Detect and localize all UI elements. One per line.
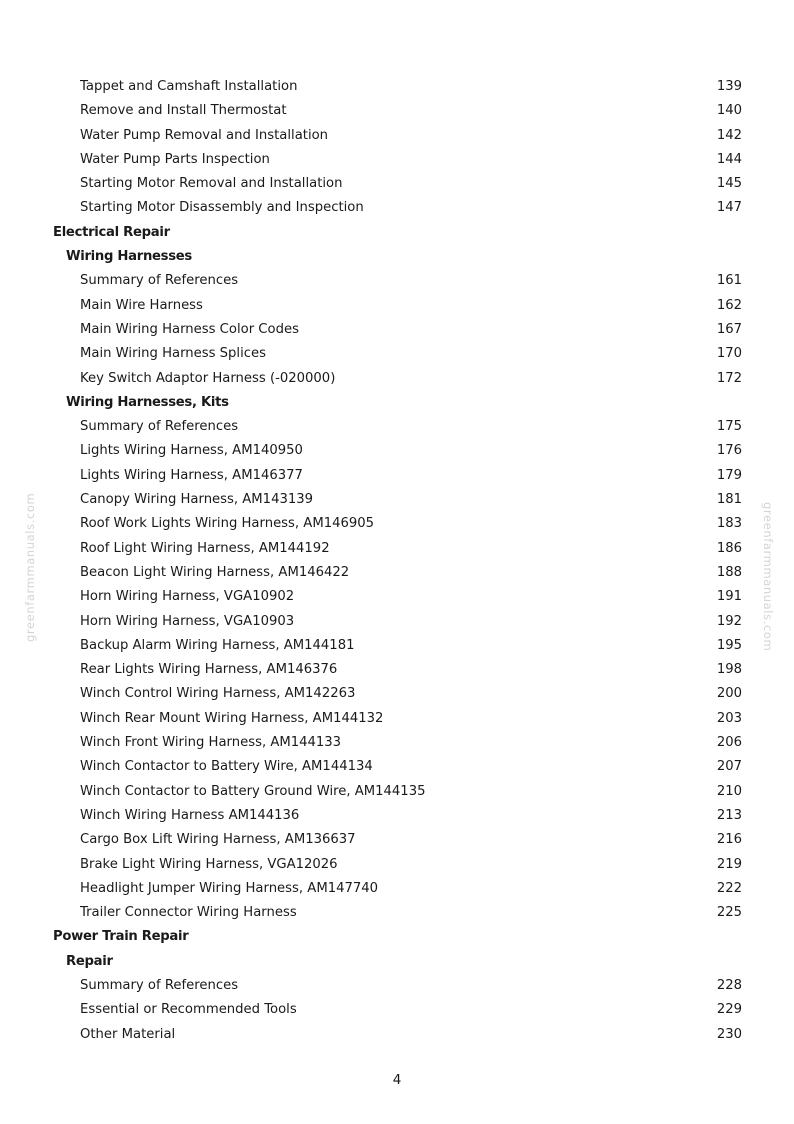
toc-entry-page: 228 <box>716 977 742 993</box>
toc-entry-page: 176 <box>716 443 742 459</box>
toc-entry[interactable] <box>0 75 794 99</box>
toc-entry-title: Winch Contactor to Battery Ground Wire, AM144135 <box>80 783 426 799</box>
toc-entry-title: Roof Work Lights Wiring Harness, AM146905 <box>80 516 375 532</box>
toc-entry[interactable] <box>0 634 794 658</box>
toc-entry[interactable] <box>0 124 794 148</box>
toc-entry-title: Remove and Install Thermostat <box>80 103 287 119</box>
toc-entry-page: 219 <box>716 856 742 872</box>
toc-entry-title: Starting Motor Removal and Installation <box>80 176 343 192</box>
toc-section-heading <box>0 221 794 245</box>
toc-entry-page: 140 <box>716 103 742 119</box>
toc-entry[interactable] <box>0 342 794 366</box>
toc-entry-title: Rear Lights Wiring Harness, AM146376 <box>80 662 338 678</box>
toc-entry[interactable] <box>0 439 794 463</box>
toc-entry[interactable] <box>0 780 794 804</box>
toc-entry-title: Brake Light Wiring Harness, VGA12026 <box>80 856 338 872</box>
toc-section-heading <box>0 925 794 949</box>
page-number: 4 <box>392 1072 402 1088</box>
toc-entry[interactable] <box>0 974 794 998</box>
toc-entry-page: 162 <box>716 297 742 313</box>
toc-entry-page: 188 <box>716 564 742 580</box>
toc-entry-title: Winch Front Wiring Harness, AM144133 <box>80 735 342 751</box>
toc-entry[interactable] <box>0 464 794 488</box>
toc-entry[interactable] <box>0 318 794 342</box>
toc-entry-page: 139 <box>716 79 742 94</box>
toc-entry-page: 181 <box>716 492 742 508</box>
toc-entry-title: Main Wiring Harness Color Codes <box>80 321 299 337</box>
toc-entry[interactable] <box>0 755 794 779</box>
toc-entry[interactable] <box>0 488 794 512</box>
toc-entry-page: 225 <box>716 905 742 921</box>
toc-entry[interactable] <box>0 707 794 731</box>
toc-entry-title: Winch Contactor to Battery Wire, AM144134 <box>80 759 373 775</box>
toc-entry-page: 213 <box>716 807 742 823</box>
toc-subsection-heading <box>0 245 794 269</box>
toc-entry-title: Horn Wiring Harness, VGA10902 <box>80 589 295 605</box>
toc-entry[interactable] <box>0 537 794 561</box>
toc-entry-page: 145 <box>716 176 742 192</box>
toc-entry-page: 195 <box>716 637 742 653</box>
toc-entry[interactable] <box>0 828 794 852</box>
toc-entry-page: 230 <box>716 1026 742 1042</box>
toc-entry-page: 147 <box>716 200 742 216</box>
toc-entry[interactable] <box>0 877 794 901</box>
toc-entry[interactable] <box>0 1023 794 1047</box>
toc-entry-title: Electrical Repair <box>53 224 170 240</box>
toc-entry-page: 167 <box>716 321 742 337</box>
toc-entry-title: Starting Motor Disassembly and Inspection <box>80 200 364 216</box>
toc-entry-title: Wiring Harnesses, Kits <box>66 394 229 410</box>
toc-entry-title: Backup Alarm Wiring Harness, AM144181 <box>80 637 355 653</box>
toc-entry-title: Water Pump Removal and Installation <box>80 127 329 143</box>
toc-subsection-heading <box>0 950 794 974</box>
toc-entry-title: Tappet and Camshaft Installation <box>80 79 298 94</box>
toc-entry-page: 170 <box>716 346 742 362</box>
toc-entry-page: 229 <box>716 1002 742 1018</box>
toc-entry-page: 144 <box>716 151 742 167</box>
toc-entry-page: 192 <box>716 613 742 629</box>
toc-entry-title: Canopy Wiring Harness, AM143139 <box>80 492 314 508</box>
toc-entry-page: 198 <box>716 662 742 678</box>
toc-entry-title: Cargo Box Lift Wiring Harness, AM136637 <box>80 832 356 848</box>
toc-entry[interactable] <box>0 853 794 877</box>
toc-entry-title: Winch Control Wiring Harness, AM142263 <box>80 686 356 702</box>
toc-entry-page: 203 <box>716 710 742 726</box>
toc-entry-page: 216 <box>716 832 742 848</box>
toc-entry-title: Main Wiring Harness Splices <box>80 346 266 362</box>
toc-entry-title: Wiring Harnesses <box>66 249 192 265</box>
toc-entry-title: Main Wire Harness <box>80 297 203 313</box>
toc-entry-page: 186 <box>716 540 742 556</box>
toc-entry[interactable] <box>0 196 794 220</box>
toc-entry[interactable] <box>0 367 794 391</box>
toc-entry-page: 142 <box>716 127 742 143</box>
toc-entry[interactable] <box>0 682 794 706</box>
toc-entry-page: 179 <box>716 467 742 483</box>
toc-entry-title: Summary of References <box>80 273 239 289</box>
toc-entry[interactable] <box>0 585 794 609</box>
toc-entry-page: 172 <box>716 370 742 386</box>
toc-subsection-heading <box>0 391 794 415</box>
toc-entry-page: 191 <box>716 589 742 605</box>
toc-entry[interactable] <box>0 512 794 536</box>
toc-entry-title: Trailer Connector Wiring Harness <box>80 905 297 921</box>
toc-entry-title: Repair <box>66 953 113 969</box>
toc-entry-title: Other Material <box>80 1026 176 1042</box>
toc-entry-title: Lights Wiring Harness, AM140950 <box>80 443 303 459</box>
toc-entry[interactable] <box>0 294 794 318</box>
toc-entry-page: 200 <box>716 686 742 702</box>
table-of-contents <box>0 75 794 1047</box>
toc-entry-title: Key Switch Adaptor Harness (-020000) <box>80 370 336 386</box>
toc-entry-title: Winch Wiring Harness AM144136 <box>80 807 300 823</box>
toc-entry-title: Headlight Jumper Wiring Harness, AM147740 <box>80 880 379 896</box>
toc-entry-title: Lights Wiring Harness, AM146377 <box>80 467 303 483</box>
toc-entry[interactable] <box>0 610 794 634</box>
toc-entry-title: Summary of References <box>80 977 239 993</box>
toc-entry-title: Roof Light Wiring Harness, AM144192 <box>80 540 330 556</box>
toc-entry[interactable] <box>0 901 794 925</box>
toc-entry-page: 175 <box>716 419 742 435</box>
toc-entry-title: Horn Wiring Harness, VGA10903 <box>80 613 295 629</box>
toc-entry[interactable] <box>0 731 794 755</box>
toc-entry-page: 207 <box>716 759 742 775</box>
toc-entry-page: 161 <box>716 273 742 289</box>
watermark-left: greenfarmmanuals.com <box>23 492 37 642</box>
toc-entry-page: 210 <box>716 783 742 799</box>
toc-entry[interactable] <box>0 148 794 172</box>
toc-entry-title: Summary of References <box>80 419 239 435</box>
toc-entry[interactable] <box>0 804 794 828</box>
toc-entry[interactable] <box>0 658 794 682</box>
toc-entry[interactable] <box>0 269 794 293</box>
toc-entry[interactable] <box>0 415 794 439</box>
toc-entry[interactable] <box>0 561 794 585</box>
watermark-right: greenfarmmanuals.com <box>761 502 775 652</box>
toc-entry[interactable] <box>0 172 794 196</box>
toc-entry-page: 206 <box>716 735 742 751</box>
toc-entry-title: Water Pump Parts Inspection <box>80 151 270 167</box>
toc-entry-title: Essential or Recommended Tools <box>80 1002 297 1018</box>
toc-entry-page: 222 <box>716 880 742 896</box>
toc-entry[interactable] <box>0 998 794 1022</box>
toc-entry-title: Power Train Repair <box>53 929 189 945</box>
toc-entry-title: Beacon Light Wiring Harness, AM146422 <box>80 564 350 580</box>
toc-entry-title: Winch Rear Mount Wiring Harness, AM144132 <box>80 710 384 726</box>
toc-entry-page: 183 <box>716 516 742 532</box>
toc-entry[interactable] <box>0 99 794 123</box>
